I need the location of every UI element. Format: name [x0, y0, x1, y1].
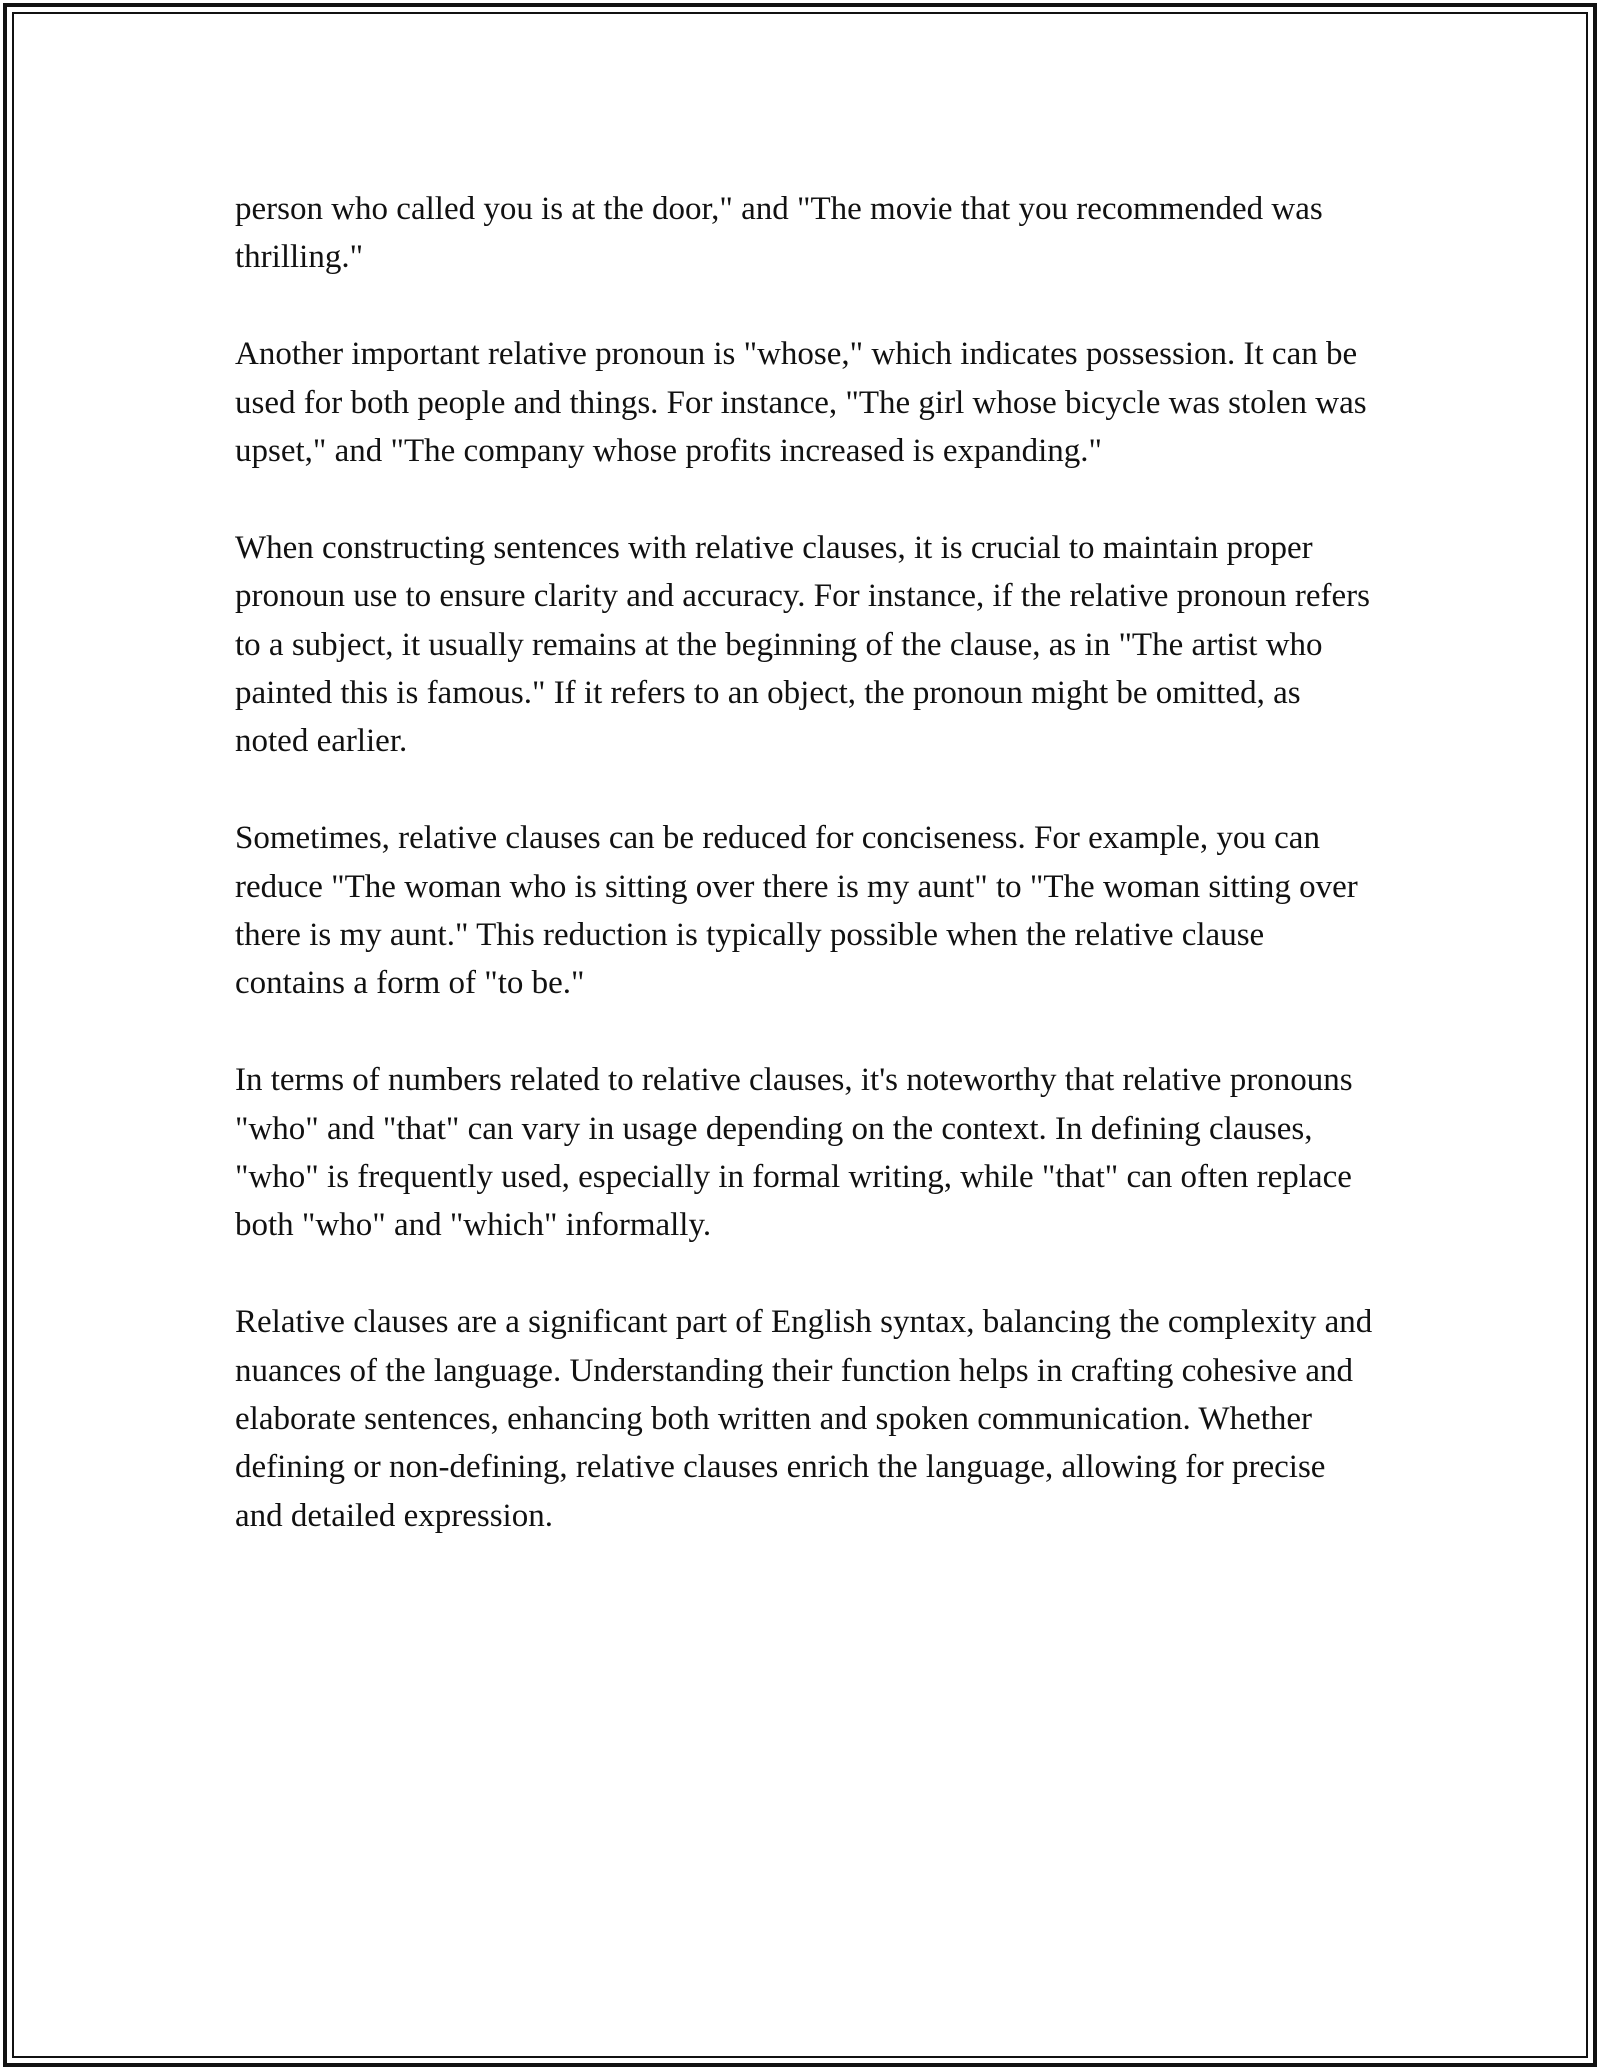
paragraph: Sometimes, relative clauses can be reduced for conciseness. For example, you can reduce "The woman who is sitting over there is my aunt" to "The woman sitting over there is my aunt." This reduction is typically possible when the relative clause contains a form of "to be." [235, 820, 1358, 1002]
paragraph: When constructing sentences with relative clauses, it is crucial to maintain proper pronoun use to ensure clarity and accuracy. For instance, if the relative pronoun refers to a subject, it usually remains at the beginning of the clause, as in "The artist who painted this is famous." If it refers to an object, the pronoun might be omitted, as noted earlier. [235, 529, 1371, 760]
paragraph: Relative clauses are a significant part of English syntax, balancing the complexity and nuances of the language. Understanding their function helps in crafting cohesive and elaborate sentences, enhancing both written and spoken communication. Whether defining or non-defining, relative clauses enrich the language, allowing for precise and detailed expression. [235, 1304, 1373, 1534]
document-body [235, 185, 1375, 1589]
paragraph: Another important relative pronoun is "whose," which indicates possession. It can be used for both people and things. For instance, "The girl whose bicycle was stolen was upset," and "The company whose profits increased is expanding." [235, 336, 1367, 470]
paragraph: In terms of numbers related to relative clauses, it's noteworthy that relative pronouns "who" and "that" can vary in usage depending on the context. In defining clauses, "who" is frequently used, especially in formal writing, while "that" can often replace both "who" and "which" informally. [235, 1062, 1353, 1244]
paragraph: person who called you is at the door," and "The movie that you recommended was thrilling." [235, 191, 1323, 276]
